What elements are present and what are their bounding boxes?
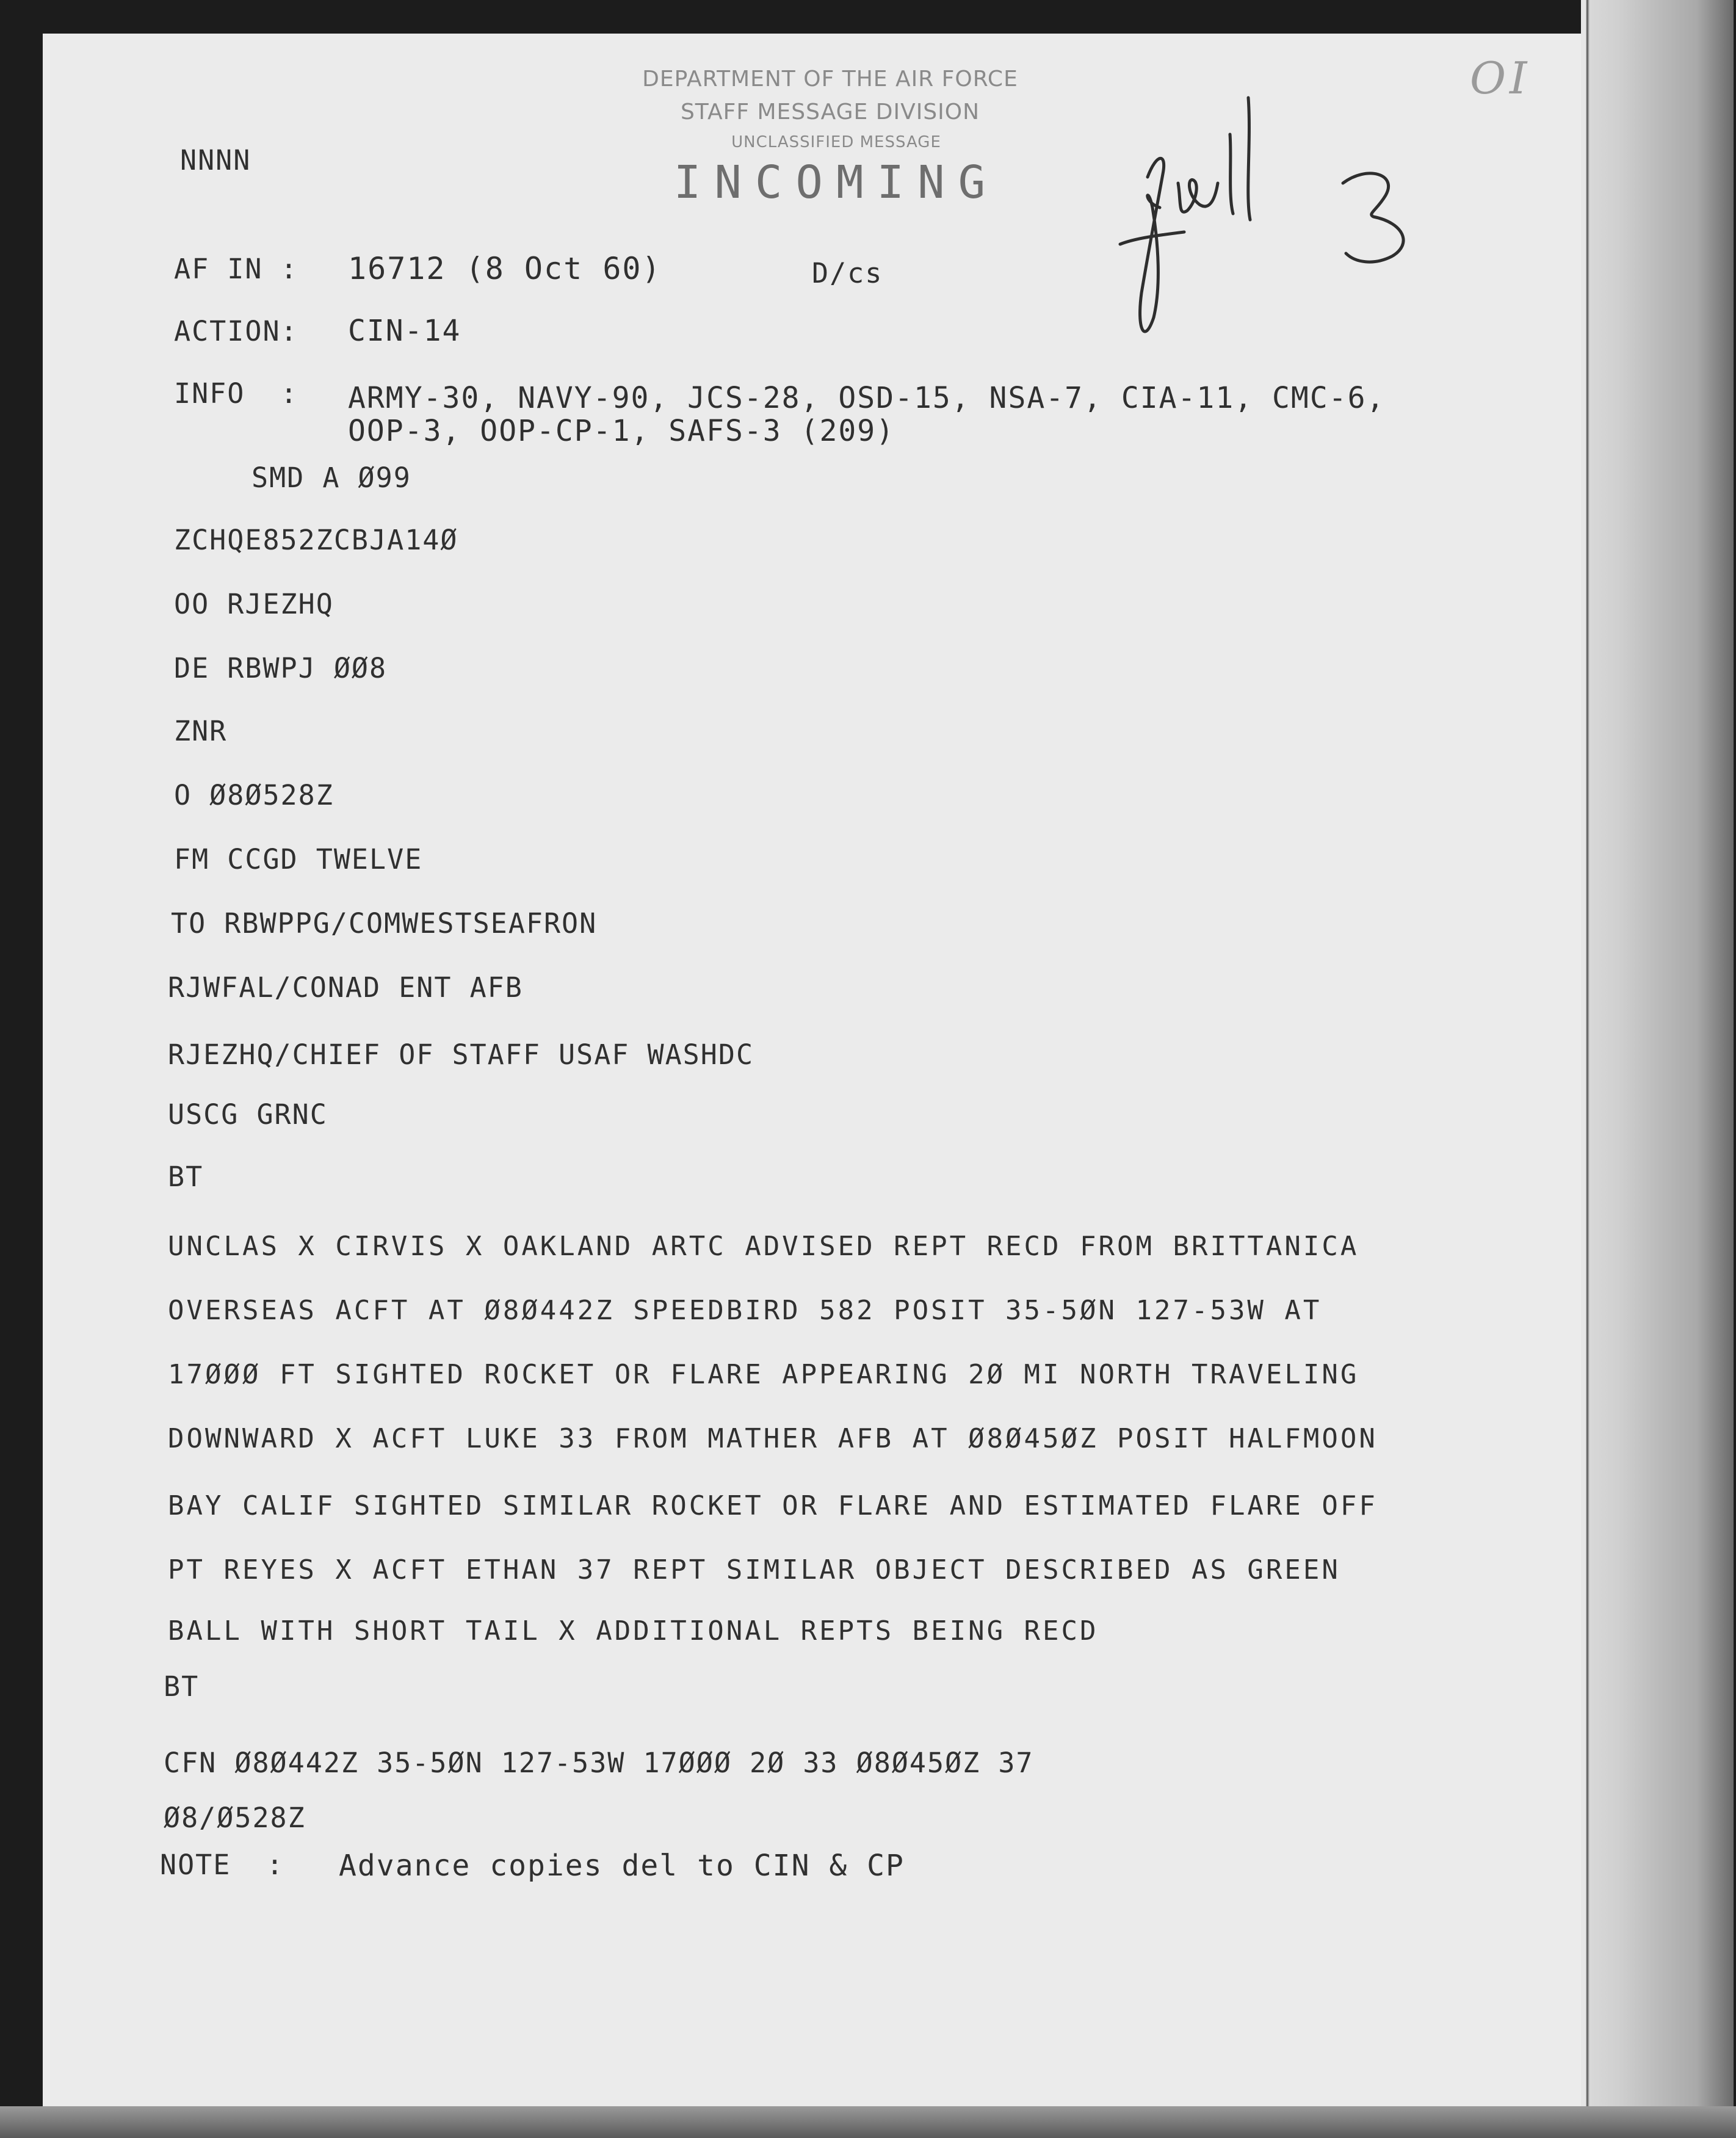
footer-bt: BT	[164, 1670, 200, 1703]
af-in-value: 16712 (8 Oct 60)	[348, 251, 662, 286]
dc-code: D/cs	[812, 257, 883, 289]
header-line: FM CCGD TWELVE	[174, 843, 423, 875]
stamp-classification: UNCLASSIFIED MESSAGE	[731, 133, 941, 151]
header-line: ZCHQE852ZCBJA14Ø	[174, 524, 458, 556]
body-line: BAY CALIF SIGHTED SIMILAR ROCKET OR FLARE AND ESTIMATED FLARE OFF	[168, 1490, 1378, 1521]
body-line: DOWNWARD X ACFT LUKE 33 FROM MATHER AFB AT Ø8Ø45ØZ POSIT HALFMOON	[168, 1423, 1378, 1454]
stamp-agency: DEPARTMENT OF THE AIR FORCE	[642, 67, 1018, 92]
header-line: TO RBWPPG/COMWESTSEAFRON	[171, 907, 598, 940]
note-value: Advance copies del to CIN & CP	[339, 1849, 905, 1883]
body-line: UNCLAS X CIRVIS X OAKLAND ARTC ADVISED REPT RECD FROM BRITTANICA	[168, 1231, 1359, 1262]
action-value: CIN-14	[348, 314, 461, 348]
header-line: USCG GRNC	[168, 1098, 328, 1131]
stamp-division: STAFF MESSAGE DIVISION	[680, 100, 980, 125]
header-line: DE RBWPJ ØØ8	[174, 652, 388, 684]
corner-mark: OI	[1470, 53, 1531, 104]
footer-cfn: CFN Ø8Ø442Z 35-5ØN 127-53W 17ØØØ 2Ø 33 Ø8Ø45ØZ 37	[164, 1747, 1034, 1779]
af-in-label: AF IN :	[174, 253, 298, 285]
header-line: RJWFAL/CONAD ENT AFB	[168, 971, 523, 1004]
header-line: RJEZHQ/CHIEF OF STAFF USAF WASHDC	[168, 1038, 754, 1071]
info-label: INFO :	[174, 377, 298, 410]
note-label: NOTE :	[160, 1849, 284, 1881]
info-line-1: ARMY-30, NAVY-90, JCS-28, OSD-15, NSA-7, CIA-11, CMC-6,	[348, 381, 1386, 415]
stamp-direction: INCOMING	[673, 156, 999, 209]
body-line: OVERSEAS ACFT AT Ø8Ø442Z SPEEDBIRD 582 POSIT 35-5ØN 127-53W AT	[168, 1295, 1322, 1326]
header-line: BT	[168, 1161, 204, 1193]
body-line: 17ØØØ FT SIGHTED ROCKET OR FLARE APPEARING 2Ø MI NORTH TRAVELING	[168, 1359, 1359, 1390]
body-line: PT REYES X ACFT ETHAN 37 REPT SIMILAR OBJECT DESCRIBED AS GREEN	[168, 1554, 1340, 1585]
header-line: ZNR	[174, 715, 228, 747]
top-code: NNNN	[180, 144, 251, 176]
body-line: BALL WITH SHORT TAIL X ADDITIONAL REPTS BEING RECD	[168, 1615, 1099, 1647]
header-line: OO RJEZHQ	[174, 588, 334, 620]
footer-dtg: Ø8/Ø528Z	[164, 1802, 306, 1834]
action-label: ACTION:	[174, 315, 298, 347]
header-line: O Ø8Ø528Z	[174, 779, 334, 811]
smd-code: SMD A Ø99	[251, 462, 411, 494]
info-line-2: OOP-3, OOP-CP-1, SAFS-3 (209)	[348, 414, 895, 448]
